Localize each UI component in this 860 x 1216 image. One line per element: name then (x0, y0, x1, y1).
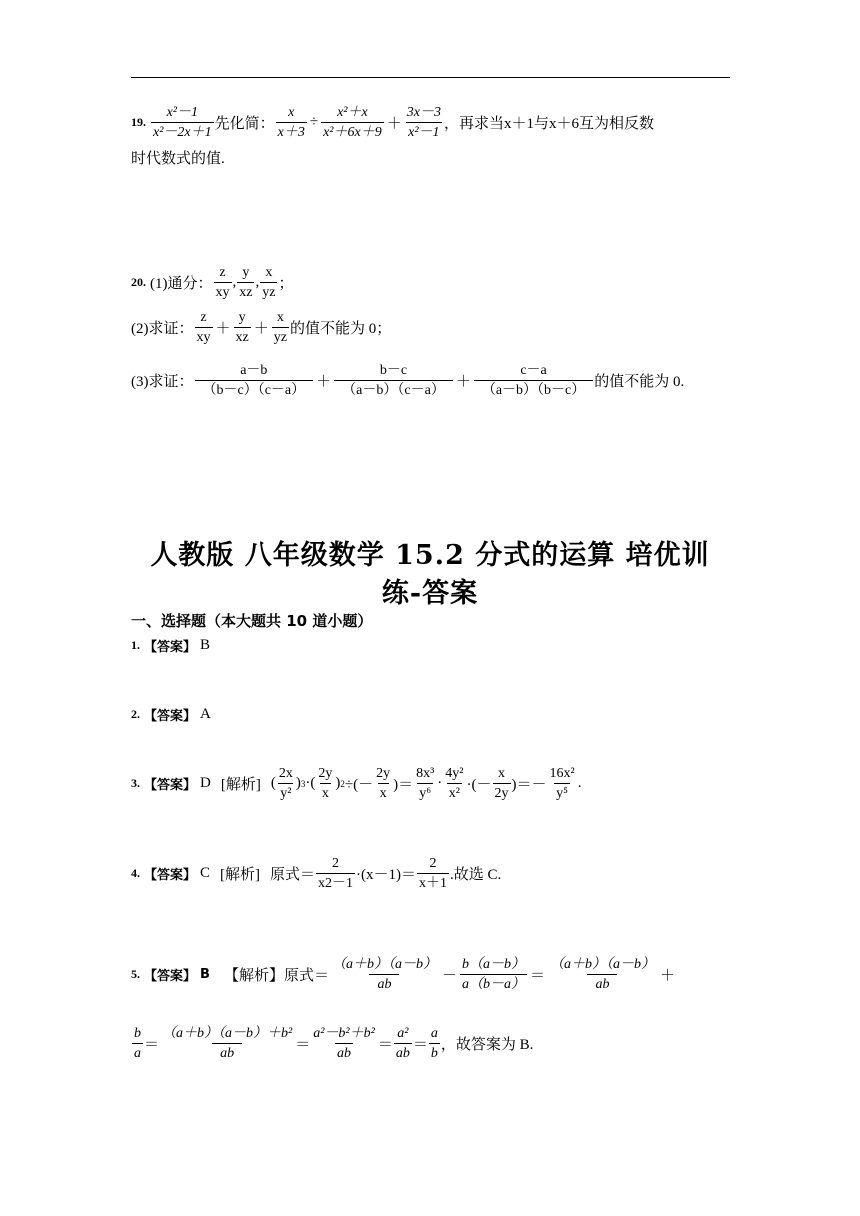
answer-text: ·(x－1)＝ (356, 867, 417, 883)
fraction: $\frac{2}{x+1}$ (419, 856, 448, 891)
fraction: $\frac{x}{yz}$ (262, 265, 276, 300)
operator: ＋ (253, 321, 269, 337)
operator: ÷ (309, 114, 319, 130)
answer-4 (131, 855, 501, 892)
analysis-label: [解析] (220, 777, 261, 793)
question-20-part3 (131, 362, 684, 399)
question-text: 先化简： (214, 116, 275, 132)
fraction: $\frac{a}{b}$ (430, 1026, 438, 1061)
header-rule (131, 77, 730, 78)
answer-number: 5. (131, 967, 140, 981)
operator: ＋ (659, 968, 675, 984)
fraction: $\frac{2y}{x}$ (318, 766, 333, 801)
fraction: $\frac{x}{yz}$ (273, 310, 287, 345)
fraction: $\frac{y}{xz}$ (235, 310, 249, 345)
operator: ＋ (455, 374, 471, 390)
fraction: $\frac{c-a}{(a-b)(b-c)}$ (474, 362, 593, 399)
section-heading: 一、选择题（本大题共 10 道小题） (131, 612, 373, 630)
answer-text: .故选 C. (450, 867, 502, 883)
fraction: $\frac{\text{（a＋b）（a－b）＋b²}}{ab}$ (162, 1026, 293, 1061)
fraction: $\frac{\text{x²－1}}{\text{x²－2x＋1}}$ (153, 105, 212, 140)
answer-3: 3. 【答案】 D [解析] ( $\frac{2x}{\text{y²}}$ ) 3 ·( $\frac{2y}{x}$ ) 2 ÷(－ $\frac{2y}{x}$ )＝ $\frac{\text{8x³}}{\text{y⁶}}$ · $\frac{\text{4y²}}{\text{x²}}$ ·(－ $\frac{x}{2y}$ )＝－ $\frac{\text{16x²}}{\text{y⁵}}$ . (131, 766, 582, 801)
punctuation: ； (278, 276, 294, 292)
page-title-line2: 练-答案 (381, 578, 479, 609)
fraction: $\frac{\text{16x²}}{\text{y⁵}}$ (549, 766, 575, 801)
fraction: $\frac{\text{x²＋x}}{\text{x²＋6x＋9}}$ (323, 105, 382, 140)
fraction: $\frac{b}{a}$ (134, 1026, 141, 1061)
analysis-label: 【解析】原式＝ (223, 968, 329, 984)
fraction: $\frac{\text{8x³}}{\text{y⁶}}$ (416, 766, 435, 801)
fraction: $\frac{z}{xy}$ (196, 310, 211, 345)
fraction: $\frac{3x-3}{\text{x²－1}}$ (406, 105, 441, 140)
fraction: $\frac{2y}{x}$ (376, 766, 391, 801)
answer-choice: A (200, 706, 211, 722)
answer-5-line2: $\frac{b}{a}$ ＝ $\frac{\text{（a＋b）（a－b）＋b²}}{ab}$ ＝ $\frac{\text{a²－b²＋b²}}{ab}$ ＝ $\frac{\text{a²}}{ab}$ ＝ $\frac{a}{b}$ ，故答案为 B. (134, 1026, 534, 1061)
part-label: (3)求证： (131, 374, 194, 390)
answer-label: 【答案】 (144, 640, 197, 655)
question-text: ，再求当x＋1与x＋6互为相反数 (443, 116, 654, 132)
part-label: (2)求证： (131, 321, 194, 337)
fraction: $\frac{x}{2y}$ (494, 766, 509, 801)
answer-1 (131, 636, 210, 655)
operator: ＋ (215, 321, 231, 337)
answer-choice: B (200, 637, 211, 653)
answer-choice: D (200, 775, 211, 791)
fraction: $\frac{z}{xy}$ (215, 265, 230, 300)
fraction: $\frac{\text{a²－b²＋b²}}{ab}$ (313, 1026, 375, 1061)
answer-5 (131, 956, 677, 993)
page-title: 人教版 八年级数学 15.2 分式的运算 培优训 (150, 540, 710, 571)
fraction: $\frac{b(a-b)}{a(b-a)}$ (461, 957, 525, 992)
answer-choice: C (200, 865, 211, 881)
operator: ＋ (386, 116, 402, 132)
answer-number: 3. (131, 776, 140, 790)
question-text: 时代数式的值. (131, 151, 225, 167)
answer-2 (131, 705, 211, 724)
answer-label: 【答案】 (144, 868, 197, 883)
answer-label: 【答案】 (144, 709, 197, 724)
operator: ＝ (529, 968, 545, 984)
fraction: $\frac{(a+b)(a-b)}{ab}$ (331, 957, 437, 992)
question-number: 19. (131, 115, 146, 129)
fraction: $\frac{(a+b)(a-b)}{ab}$ (549, 957, 655, 992)
fraction: $\frac{y}{xz}$ (239, 265, 253, 300)
fraction: $\frac{\text{4y²}}{\text{x²}}$ (445, 766, 464, 801)
answer-label: 【答案】 (144, 969, 197, 984)
fraction: $\frac{a-b}{(b-c)(c-a)}$ (195, 362, 314, 399)
fraction: $\frac{x}{x+3}$ (277, 105, 305, 140)
fraction: $\frac{2x}{\text{y²}}$ (278, 766, 293, 801)
operator: ＋ (316, 374, 332, 390)
answer-text: ，故答案为 B. (440, 1037, 534, 1053)
answer-text: 原式＝ (270, 867, 316, 883)
question-text: 的值不能为 0； (289, 321, 392, 337)
answer-choice: B (200, 967, 210, 982)
question-19-line2 (131, 147, 225, 168)
question-number: 20. (131, 275, 146, 289)
answer-number: 1. (131, 638, 140, 652)
operator: － (441, 968, 457, 984)
fraction: $\frac{b-c}{(a-b)(c-a)}$ (334, 362, 453, 399)
analysis-label: [解析] (220, 867, 261, 883)
question-20-part2 (131, 309, 391, 346)
part-label: (1)通分： (150, 276, 213, 292)
fraction: $\frac{\text{a²}}{ab}$ (395, 1026, 410, 1061)
question-20-part1: 20. (1)通分： $\frac{z}{xy}$ , $\frac{y}{xz}$ , $\frac{x}{yz}$ ； (131, 265, 294, 300)
answer-number: 2. (131, 707, 140, 721)
answer-label: 【答案】 (144, 778, 197, 793)
question-text: 的值不能为 0. (594, 374, 685, 390)
answer-number: 4. (131, 866, 140, 880)
question-19 (131, 104, 654, 141)
fraction: $\frac{2}{x2-1}$ (318, 856, 354, 891)
